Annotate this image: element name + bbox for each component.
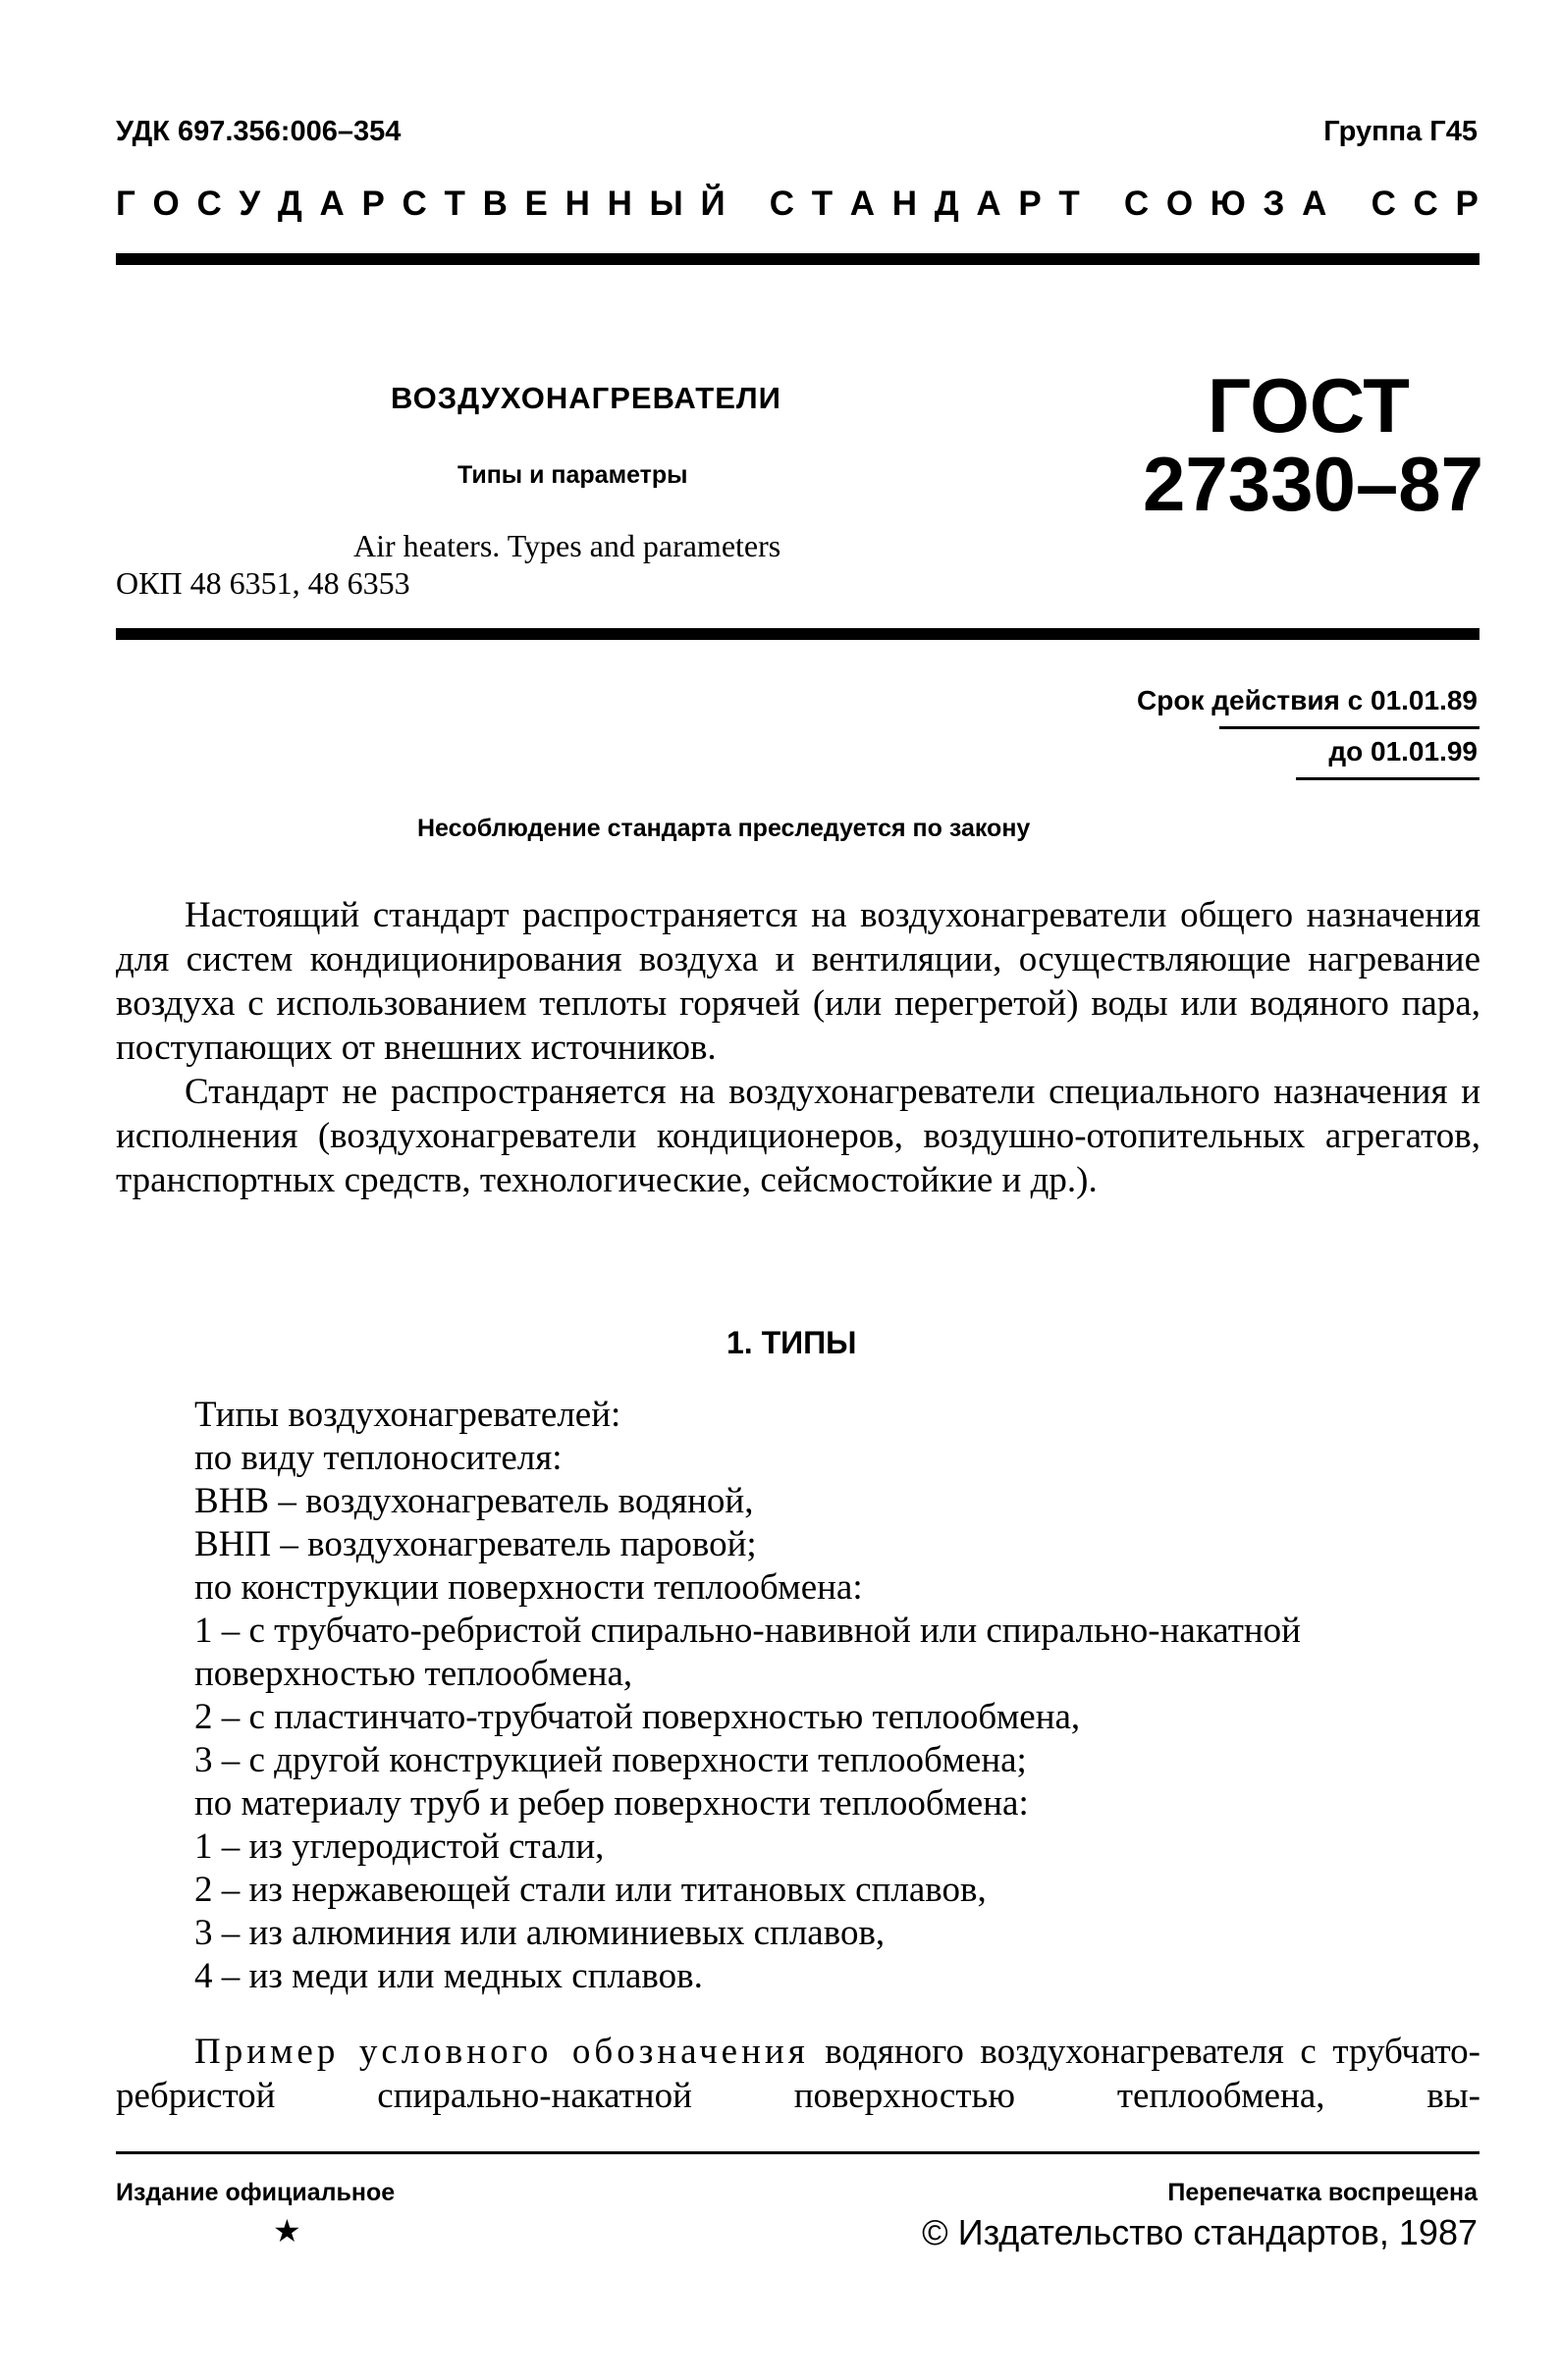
- list-item: 4 – из меди или медных сплавов.: [194, 1956, 703, 1996]
- list-item: 1 – с трубчато-ребристой спирально-навивной или спирально-накатной: [194, 1611, 1301, 1651]
- list-item: по конструкции поверхности теплообмена:: [194, 1567, 863, 1608]
- okp-code: ОКП 48 6351, 48 6353: [116, 565, 410, 601]
- list-item: 3 – с другой конструкцией поверхности теплообмена;: [194, 1740, 1027, 1780]
- validity-from: Срок действия с 01.01.89: [1137, 685, 1478, 715]
- edition-label: Издание официальное: [116, 2179, 396, 2206]
- example-paragraph: [116, 2030, 1480, 2118]
- english-title: Air heaters. Types and parameters: [353, 528, 781, 563]
- validity-to: до 01.01.99: [1328, 736, 1478, 767]
- list-item: поверхностью теплообмена,: [194, 1654, 633, 1694]
- validity-rule: [1296, 777, 1479, 780]
- list-item: ВНП – воздухонагреватель паровой;: [194, 1524, 757, 1564]
- star-icon: ★: [273, 2213, 301, 2248]
- penalty-notice: Несоблюдение стандарта преследуется по закону: [417, 815, 1031, 842]
- list-item: 2 – с пластинчато-трубчатой поверхностью теплообмена,: [194, 1697, 1081, 1737]
- state-standard-heading: Г О С У Д А Р С Т В Е Н Н Ы Й С Т А Н Д А Р Т С О Ю З А С С Р: [116, 185, 1479, 223]
- copyright-notice: © Издательство стандартов, 1987: [922, 2212, 1478, 2252]
- list-item: ВНВ – воздухонагреватель водяной,: [194, 1481, 754, 1521]
- list-item: по материалу труб и ребер поверхности теплообмена:: [194, 1783, 1029, 1824]
- example-text: водяного воздухонагревателя с трубчато-ребристой спирально-накатной поверхностью теплообмена, вы-: [116, 2032, 1480, 2116]
- gost-label: ГОСТ: [1208, 362, 1410, 449]
- list-item: Типы воздухонагревателей:: [194, 1395, 621, 1435]
- header-rule: [116, 253, 1479, 265]
- types-list: [194, 1394, 1480, 1998]
- example-lead: Пример условного обозначения: [194, 2032, 809, 2072]
- document-title: ВОЗДУХОНАГРЕВАТЕЛИ: [391, 381, 781, 415]
- scope-paragraph: Настоящий стандарт распространяется на воздухонагреватели общего назначения для систем кондиционирования воздуха и вентиляции, осуществляющие нагревание воздуха с использованием теплоты горячей (или перегретой) воды или водяного пара, поступающих от внешних источников.: [116, 895, 1480, 1068]
- list-item: 3 – из алюминия или алюминиевых сплавов,: [194, 1913, 886, 1953]
- list-item: 1 – из углеродистой стали,: [194, 1826, 605, 1867]
- group-code: Группа Г45: [1323, 116, 1478, 147]
- exclusion-paragraph: Стандарт не распространяется на воздухонагреватели специального назначения и исполнения (воздухонагреватели кондиционеров, воздушно-отопительных агрегатов, транспортных средств, технологические, сейсмостойкие и др.).: [116, 1072, 1480, 1200]
- document-subtitle: Типы и параметры: [457, 461, 688, 489]
- section-heading: 1. ТИПЫ: [726, 1325, 857, 1360]
- footer-rule: [116, 2151, 1479, 2154]
- validity-rule: [1219, 726, 1479, 729]
- list-item: 2 – из нержавеющей стали или титановых сплавов,: [194, 1870, 987, 1910]
- reprint-notice: Перепечатка воспрещена: [1167, 2179, 1478, 2206]
- list-item: по виду теплоносителя:: [194, 1438, 563, 1478]
- gost-number: 27330–87: [1143, 441, 1484, 527]
- title-rule: [116, 628, 1479, 640]
- udk-code: УДК 697.356:006–354: [116, 116, 402, 147]
